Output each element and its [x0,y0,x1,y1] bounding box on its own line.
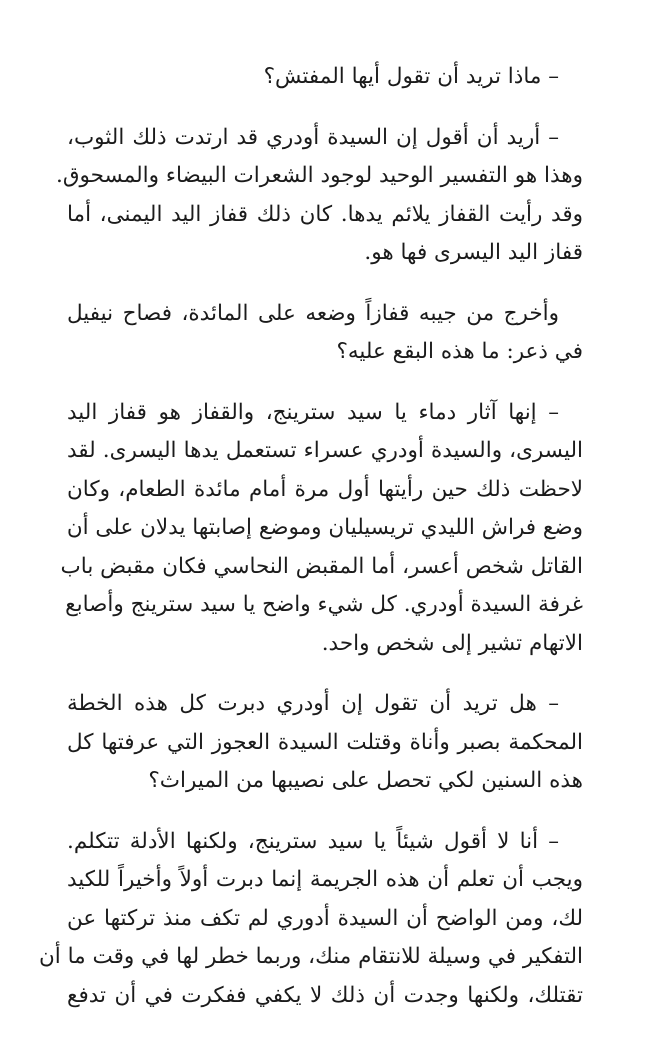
paragraph [56,119,583,273]
text-line: وأخرج من جيبه قفازاً وضعه على المائدة، فصاح نيفيل [67,300,559,326]
text-line: لاحظت ذلك حين رأيتها أول مرة أمام مائدة الطعام، وكان [67,476,583,502]
text-line: تقتلك، ولكنها وجدت أن ذلك لا يكفي ففكرت في أن تدفع [67,982,583,1008]
text-line: ويجب أن تعلم أن هذه الجريمة إنما دبرت أولاً وأخيراً للكيد [67,867,583,892]
text-line: غرفة السيدة أودري. كل شيء واضح يا سيد سترينج وأصابع [65,592,583,617]
text-line: – ماذا تريد أن تقول أيها المفتش؟ [263,64,559,89]
text-line: وهذا هو التفسير الوحيد لوجود الشعرات البيضاء والمسحوق. [56,163,583,188]
paragraph [67,58,583,97]
text-line: الاتهام تشير إلى شخص واحد. [321,630,583,656]
text-line: لك، ومن الواضح أن السيدة أدوري لم تكف منذ تركتها عن [67,905,583,931]
text-line: في ذعر: ما هذه البقع عليه؟ [336,339,583,364]
text-line: هذه السنين لكي تحصل على نصيبها من الميراث؟ [148,768,583,793]
text-line: اليسرى، والسيدة أودري عسراء تستعمل يدها اليسرى. لقد [67,438,583,463]
text-line: المحكمة بصبر وأناة وقتلت السيدة العجوز التي عرفتها كل [67,729,583,755]
book-page [39,58,583,1037]
text-line: قفاز اليد اليسرى فها هو. [364,240,583,265]
text-line: القاتل شخص أعسر، أما المقبض النحاسي فكان مقبض باب [60,553,583,579]
text-line: التفكير في وسيلة للانتقام منك، وربما خطر لها في وقت ما أن [39,944,583,969]
text-line: وضع فراش الليدي تريسيليان وموضع إصابتها يدلان على أن [66,515,583,540]
text-line: وقد رأيت القفاز يلائم يدها. كان ذلك قفاز اليد اليمنى، أما [67,201,583,227]
text-line: – أنا لا أقول شيئاً يا سيد سترينج، ولكنها الأدلة تتكلم. [67,828,559,854]
text-line: – إنها آثار دماء يا سيد سترينج، والقفاز هو قفاز اليد [67,399,559,425]
text-line: – هل تريد أن تقول إن أودري دبرت كل هذه الخطة [67,691,559,716]
text-line: – أريد أن أقول إن السيدة أودري قد ارتدت ذلك الثوب، [67,124,559,150]
paragraph [60,394,583,664]
paragraph [67,685,583,801]
paragraph [39,823,583,1016]
paragraph [67,295,583,372]
